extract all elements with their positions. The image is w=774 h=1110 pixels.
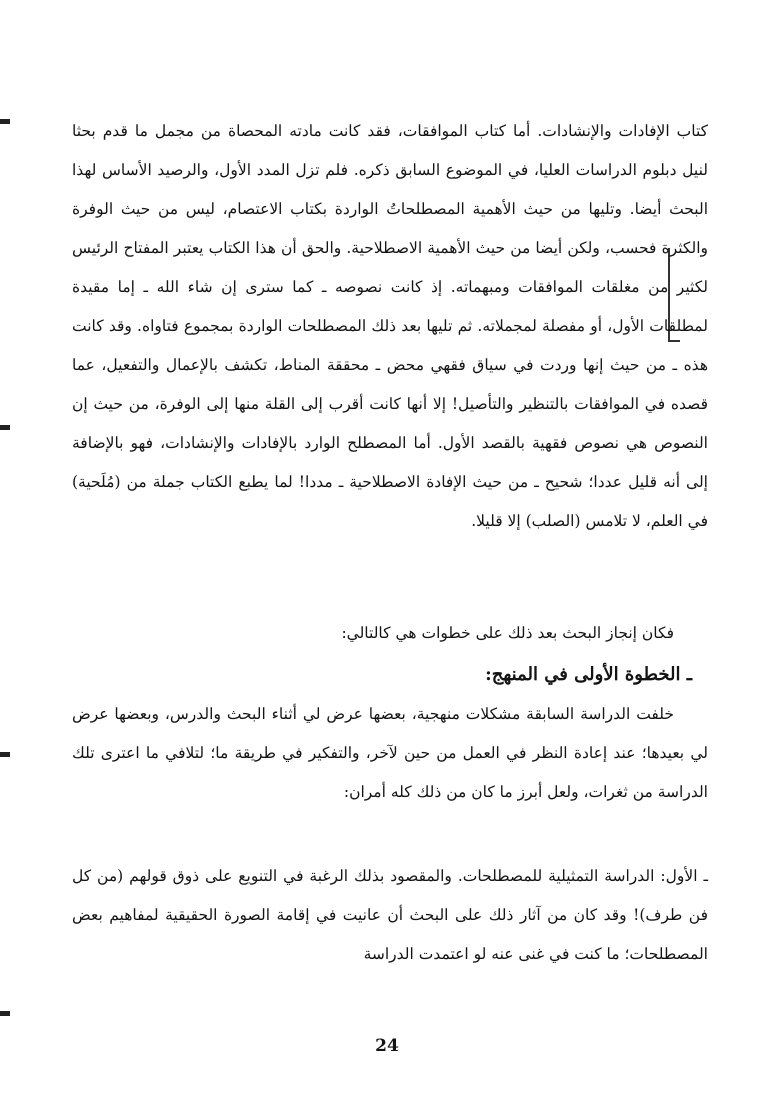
scan-edge-mark (0, 119, 10, 124)
page-number: 24 (375, 1036, 399, 1056)
scan-edge-mark (0, 752, 10, 757)
scan-edge-mark (0, 425, 10, 430)
body-paragraph-3: خلفت الدراسة السابقة مشكلات منهجية، بعضها عرض لي أثناء البحث والدرس، وبعضها عرض لي بعيدها؛ عند إعادة النظر في العمل من حين لآخر، والتفكير في طريقة ما؛ لتلافي ما اعترى تلك الدراسة من ثغرات، ولعل أبرز ما كان من ذلك كله أمران: (72, 705, 708, 801)
scan-edge-mark (0, 1011, 10, 1016)
body-paragraph-1: كتاب الإفادات والإنشادات. أما كتاب الموافقات، فقد كانت مادته المحصاة من مجمل ما قدم بحثا لنيل دبلوم الدراسات العليا، في الموضوع السابق ذكره. فلم تزل المدد الأول، والرصيد الأساس لهذا البحث أيضا. وتليها من حيث الأهمية المصطلحاتُ الواردة بكتاب الاعتصام، ليس من حيث الوفرة والكثرة فحسب، ولكن أيضا من حيث الأهمية الاصطلاحية. والحق أن هذا الكتاب يعتبر المفتاح الرئيس لكثير من مغلقات الموافقات ومبهماته. إذ كانت نصوصه ـ كما سترى إن شاء الله ـ إما مقيدة لمطلقات الأول، أو مفصلة لمجملاته. ثم تليها بعد ذلك المصطلحات الواردة بمجموع فتاواه. وقد كانت هذه ـ من حيث إنها وردت في سياق فقهي محض ـ محققة المناط، تكشف بالإعمال والتفعيل، عما قصده في الموافقات بالتنظير والتأصيل! إلا أنها كانت أقرب إلى القلة منها إلى الوفرة، من حيث إن النصوص هي نصوص فقهية بالقصد الأول. أما المصطلح الوارد بالإفادات والإنشادات، فهو بالإضافة إلى أنه قليل عددا؛ شحيح ـ من حيث الإفادة الاصطلاحية ـ مددا! لما يطبع الكتاب جملة من (مُلَحية) في العلم، لا تلامس (الصلب) إلا قليلا. (72, 122, 708, 530)
section-heading: ـ الخطوة الأولى في المنهج: (485, 664, 692, 685)
body-paragraph-4: ـ الأول: الدراسة التمثيلية للمصطلحات. والمقصود بذلك الرغبة في التنويع على ذوق قولهم (من كل فن طرف)! وقد كان من آثار ذلك على البحث أن عانيت في إقامة الصورة الحقيقية لمفاهيم بعض المصطلحات؛ ما كنت في غنى عنه لو اعتمدت الدراسة (72, 867, 708, 963)
body-paragraph-2: فكان إنجاز البحث بعد ذلك على خطوات هي كالتالي: (341, 624, 674, 642)
